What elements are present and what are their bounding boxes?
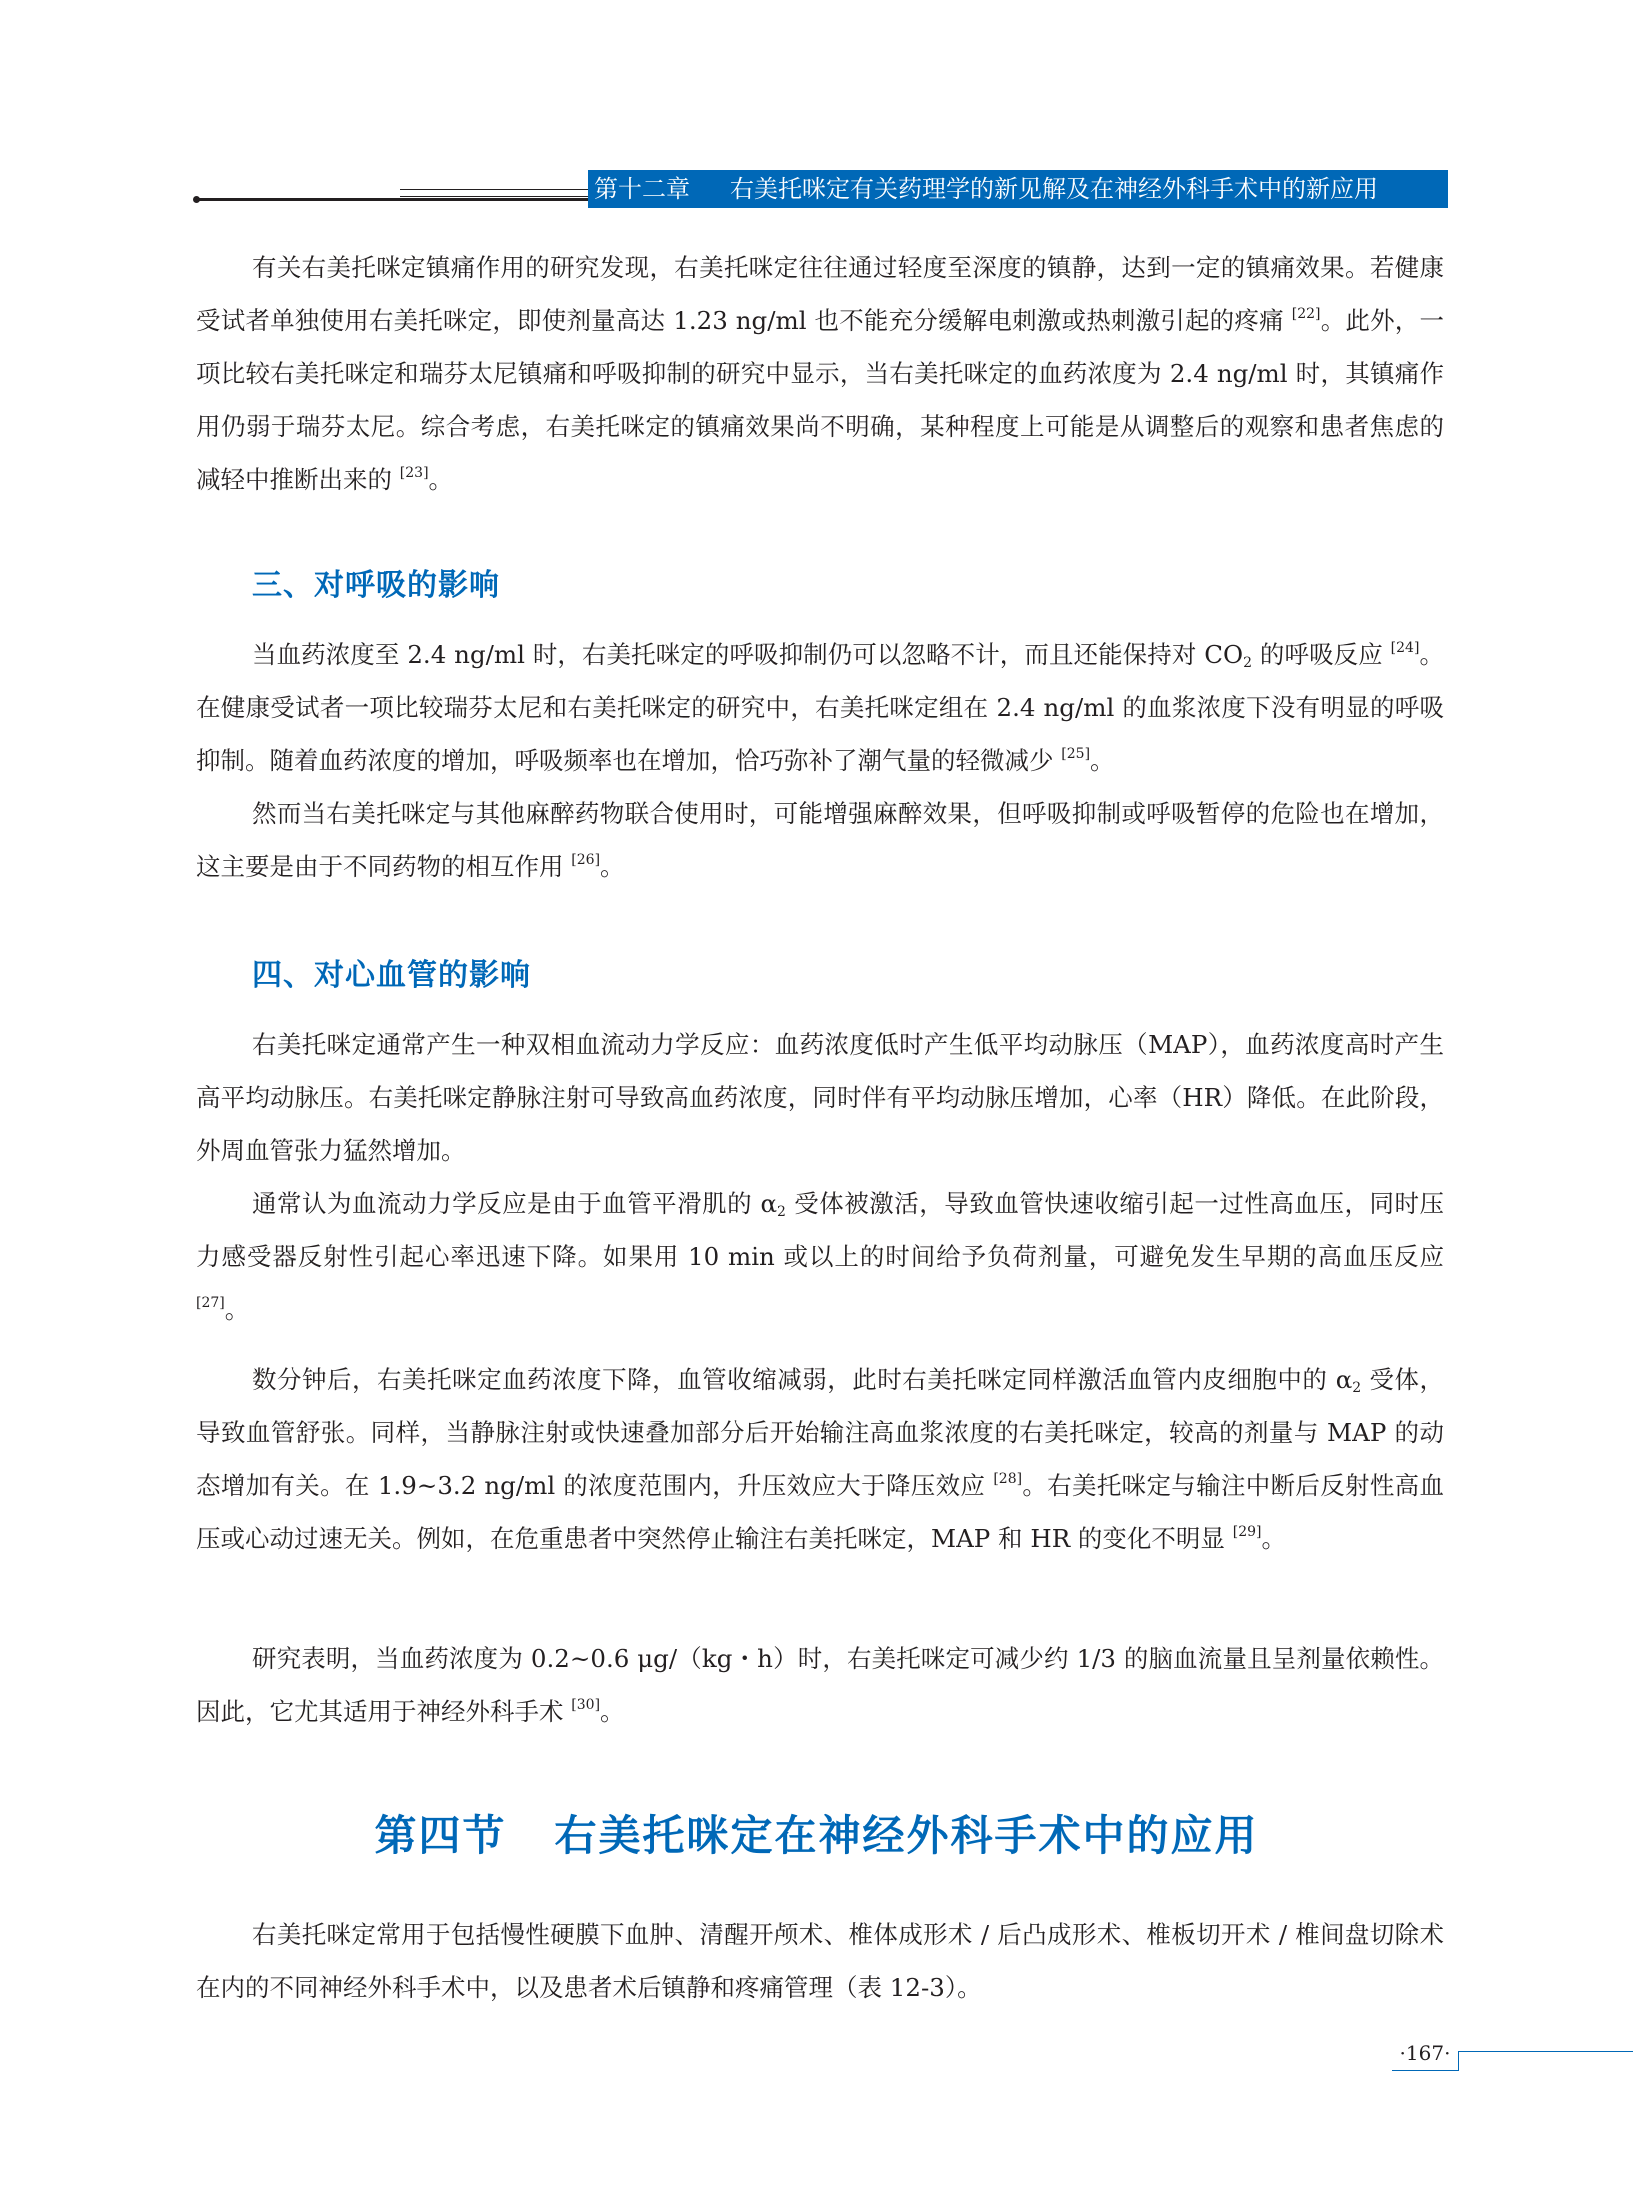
header-double-rule [400, 189, 588, 197]
cardiovascular-paragraph-1: 右美托咪定通常产生一种双相血流动力学反应：血药浓度低时产生低平均动脉压（MAP），血药浓度高时产生高平均动脉压。右美托咪定静脉注射可导致高血药浓度，同时伴有平均动脉压增加，心率（HR）降低。在此阶段，外周血管张力猛然增加。 [196, 1030, 1444, 1165]
header-chapter-title: 右美托咪定有关药理学的新见解及在神经外科手术中的新应用 [730, 175, 1378, 203]
footer-rule [1392, 2070, 1458, 2071]
citation: [28] [993, 1471, 1023, 1487]
subscript: 2 [777, 1204, 786, 1220]
respiration-paragraph-2: 然而当右美托咪定与其他麻醉药物联合使用时，可能增强麻醉效果，但呼吸抑制或呼吸暂停的危险也在增加，这主要是由于不同药物的相互作用 [26]。 [196, 799, 1444, 881]
section-title [0, 1808, 1633, 1864]
neurosurgery-paragraph: 右美托咪定常用于包括慢性硬膜下血肿、清醒开颅术、椎体成形术 / 后凸成形术、椎板切开术 / 椎间盘切除术在内的不同神经外科手术中，以及患者术后镇静和疼痛管理（表 12-3）。 [196, 1920, 1444, 2002]
section-number: 第四节 [374, 1811, 507, 1860]
respiration-paragraph-1: 当血药浓度至 2.4 ng/ml 时，右美托咪定的呼吸抑制仍可以忽略不计，而且还能保持对 $CO_2$ 的呼吸反应 [24]。在健康受试者一项比较瑞芬太尼和右美托咪定的研究中，右美托咪定组在 2.4 ng/ml 的血浆浓度下没有明显的呼吸抑制。随着血药浓度的增加，呼吸频率也在增加，恰巧弥补了潮气量的轻微减少 [25]。 [196, 640, 1444, 775]
citation: [29] [1232, 1524, 1262, 1540]
footer-rule-step [1458, 2051, 1459, 2071]
citation: [23] [399, 465, 429, 481]
subscript: 2 [1243, 655, 1253, 671]
running-header [588, 170, 1448, 208]
cardiovascular-paragraph-4: 研究表明，当血药浓度为 0.2~0.6 μg/（kg・h）时，右美托咪定可减少约 1/3 的脑血流量且呈剂量依赖性。因此，它尤其适用于神经外科手术 [30]。 [196, 1644, 1444, 1726]
citation: [30] [571, 1697, 601, 1713]
cardiovascular-paragraph-3: 数分钟后，右美托咪定血药浓度下降，血管收缩减弱，此时右美托咪定同样激活血管内皮细胞中的 $\alpha_2$ 受体，导致血管舒张。同样，当静脉注射或快速叠加部分后开始输注高血浆浓度的右美托咪定，较高的剂量与 MAP 的动态增加有关。在 1.9~3.2 ng/ml 的浓度范围内，升压效应大于降压效应 [28]。右美托咪定与输注中断后反射性高血压或心动过速无关。例如，在危重患者中突然停止输注右美托咪定，MAP 和 HR 的变化不明显 [29]。 [196, 1365, 1445, 1553]
header-rule-dot [193, 196, 200, 203]
page-number: ·167· [1399, 2041, 1451, 2065]
section-heading-respiration: 三、对呼吸的影响 [252, 568, 500, 603]
citation: [27] [196, 1295, 225, 1311]
citation: [24] [1390, 640, 1420, 656]
footer-rule-line [1458, 2051, 1633, 2052]
analgesia-paragraph: 有关右美托咪定镇痛作用的研究发现，右美托咪定往往通过轻度至深度的镇静，达到一定的镇痛效果。若健康受试者单独使用右美托咪定，即使剂量高达 1.23 ng/ml 也不能充分缓解电刺激或热刺激引起的疼痛 [22]。此外，一项比较右美托咪定和瑞芬太尼镇痛和呼吸抑制的研究中显示，当右美托咪定的血药浓度为 2.4 ng/ml 时，其镇痛作用仍弱于瑞芬太尼。综合考虑，右美托咪定的镇痛效果尚不明确，某种程度上可能是从调整后的观察和患者焦虑的减轻中推断出来的 [23]。 [196, 253, 1445, 494]
section-title-text: 右美托咪定在神经外科手术中的应用 [554, 1811, 1259, 1860]
header-rule [196, 198, 588, 201]
citation: [25] [1061, 746, 1091, 762]
citation: [22] [1291, 306, 1321, 322]
citation: [26] [571, 852, 601, 868]
cardiovascular-paragraph-2: 通常认为血流动力学反应是由于血管平滑肌的 $\alpha_2$ 受体被激活，导致血管快速收缩引起一过性高血压，同时压力感受器反射性引起心率迅速下降。如果用 10 min 或以上的时间给予负荷剂量，可避免发生早期的高血压反应 [27]。 [196, 1189, 1444, 1324]
section-heading-cardiovascular: 四、对心血管的影响 [252, 958, 531, 993]
subscript: 2 [1352, 1380, 1362, 1396]
header-chapter-number: 第十二章 [594, 175, 690, 203]
